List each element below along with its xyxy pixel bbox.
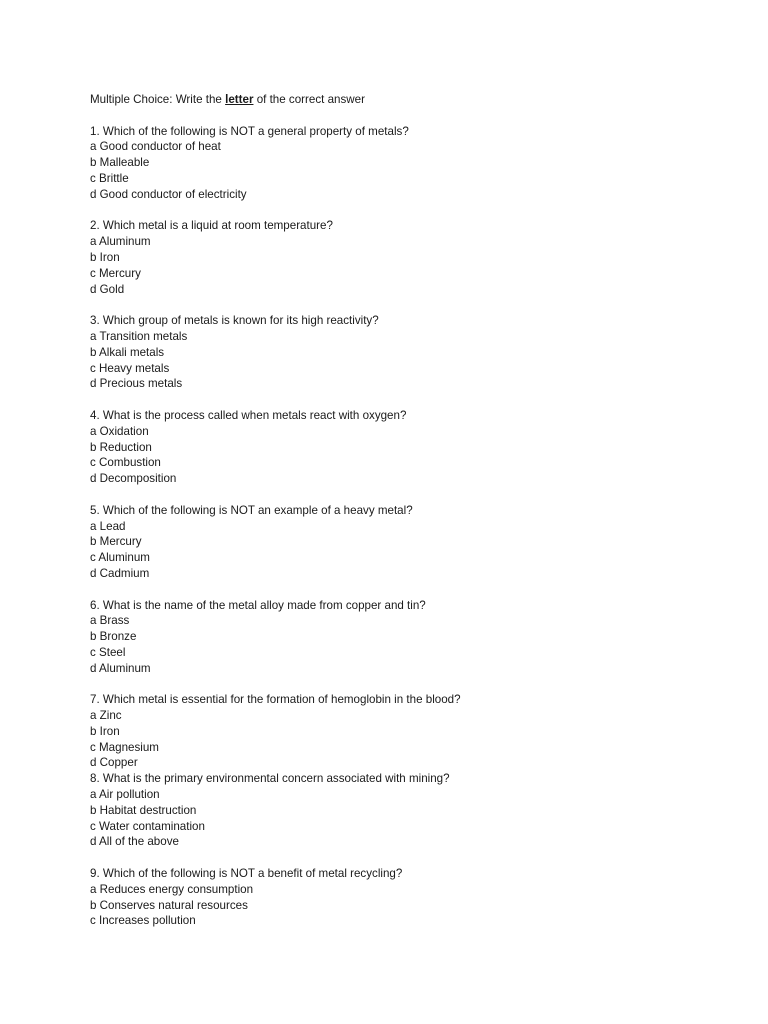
option-d: d Decomposition	[90, 472, 177, 486]
option-d: d Aluminum	[90, 661, 151, 675]
instructions-line	[90, 92, 730, 108]
option-a: a Aluminum	[90, 235, 151, 249]
question-5	[90, 503, 730, 582]
question-7	[90, 692, 730, 771]
question-text: 6. What is the name of the metal alloy made from copper and tin?	[90, 598, 426, 612]
option-a: a Good conductor of heat	[90, 140, 221, 154]
question-text: 5. Which of the following is NOT an example of a heavy metal?	[90, 503, 413, 517]
option-c: c Combustion	[90, 456, 161, 470]
option-c: c Heavy metals	[90, 361, 170, 375]
option-b: b Bronze	[90, 630, 137, 644]
option-b: b Iron	[90, 250, 120, 264]
option-c: c Brittle	[90, 171, 129, 185]
option-b: b Malleable	[90, 156, 150, 170]
option-d: d Copper	[90, 756, 138, 770]
document-page	[90, 92, 730, 929]
instructions-after: of the correct answer	[253, 93, 365, 106]
option-c: c Steel	[90, 645, 126, 659]
option-c: c Aluminum	[90, 551, 150, 565]
option-a: a Zinc	[90, 709, 122, 723]
question-4	[90, 408, 730, 487]
question-2	[90, 218, 730, 297]
option-c: c Increases pollution	[90, 914, 196, 928]
question-1	[90, 124, 730, 203]
question-3	[90, 313, 730, 392]
option-d: d All of the above	[90, 835, 179, 849]
question-text: 8. What is the primary environmental concern associated with mining?	[90, 772, 450, 786]
instructions-emphasis: letter	[225, 93, 254, 106]
option-a: a Air pollution	[90, 788, 160, 802]
question-text: 3. Which group of metals is known for its high reactivity?	[90, 314, 379, 328]
question-text: 9. Which of the following is NOT a benefit of metal recycling?	[90, 867, 403, 881]
option-b: b Alkali metals	[90, 345, 165, 359]
question-text: 2. Which metal is a liquid at room temperature?	[90, 219, 333, 233]
option-a: a Reduces energy consumption	[90, 882, 254, 896]
option-c: c Mercury	[90, 266, 141, 280]
question-text: 1. Which of the following is NOT a general property of metals?	[90, 124, 409, 138]
option-d: d Precious metals	[90, 377, 183, 391]
question-8	[90, 771, 730, 850]
option-a: a Oxidation	[90, 424, 149, 438]
option-a: a Transition metals	[90, 329, 188, 343]
option-d: d Good conductor of electricity	[90, 187, 247, 201]
option-b: b Mercury	[90, 535, 142, 549]
option-b: b Reduction	[90, 440, 152, 454]
option-b: b Conserves natural resources	[90, 898, 248, 912]
option-b: b Iron	[90, 724, 120, 738]
option-a: a Lead	[90, 519, 126, 533]
question-text: 4. What is the process called when metals react with oxygen?	[90, 408, 407, 422]
question-6	[90, 598, 730, 677]
instructions-before: Multiple Choice: Write the	[90, 93, 226, 106]
option-b: b Habitat destruction	[90, 803, 197, 817]
option-a: a Brass	[90, 614, 130, 628]
option-c: c Magnesium	[90, 740, 159, 754]
option-d: d Cadmium	[90, 566, 150, 580]
option-c: c Water contamination	[90, 819, 205, 833]
option-d: d Gold	[90, 282, 125, 296]
question-9	[90, 866, 730, 929]
question-text: 7. Which metal is essential for the formation of hemoglobin in the blood?	[90, 693, 461, 707]
